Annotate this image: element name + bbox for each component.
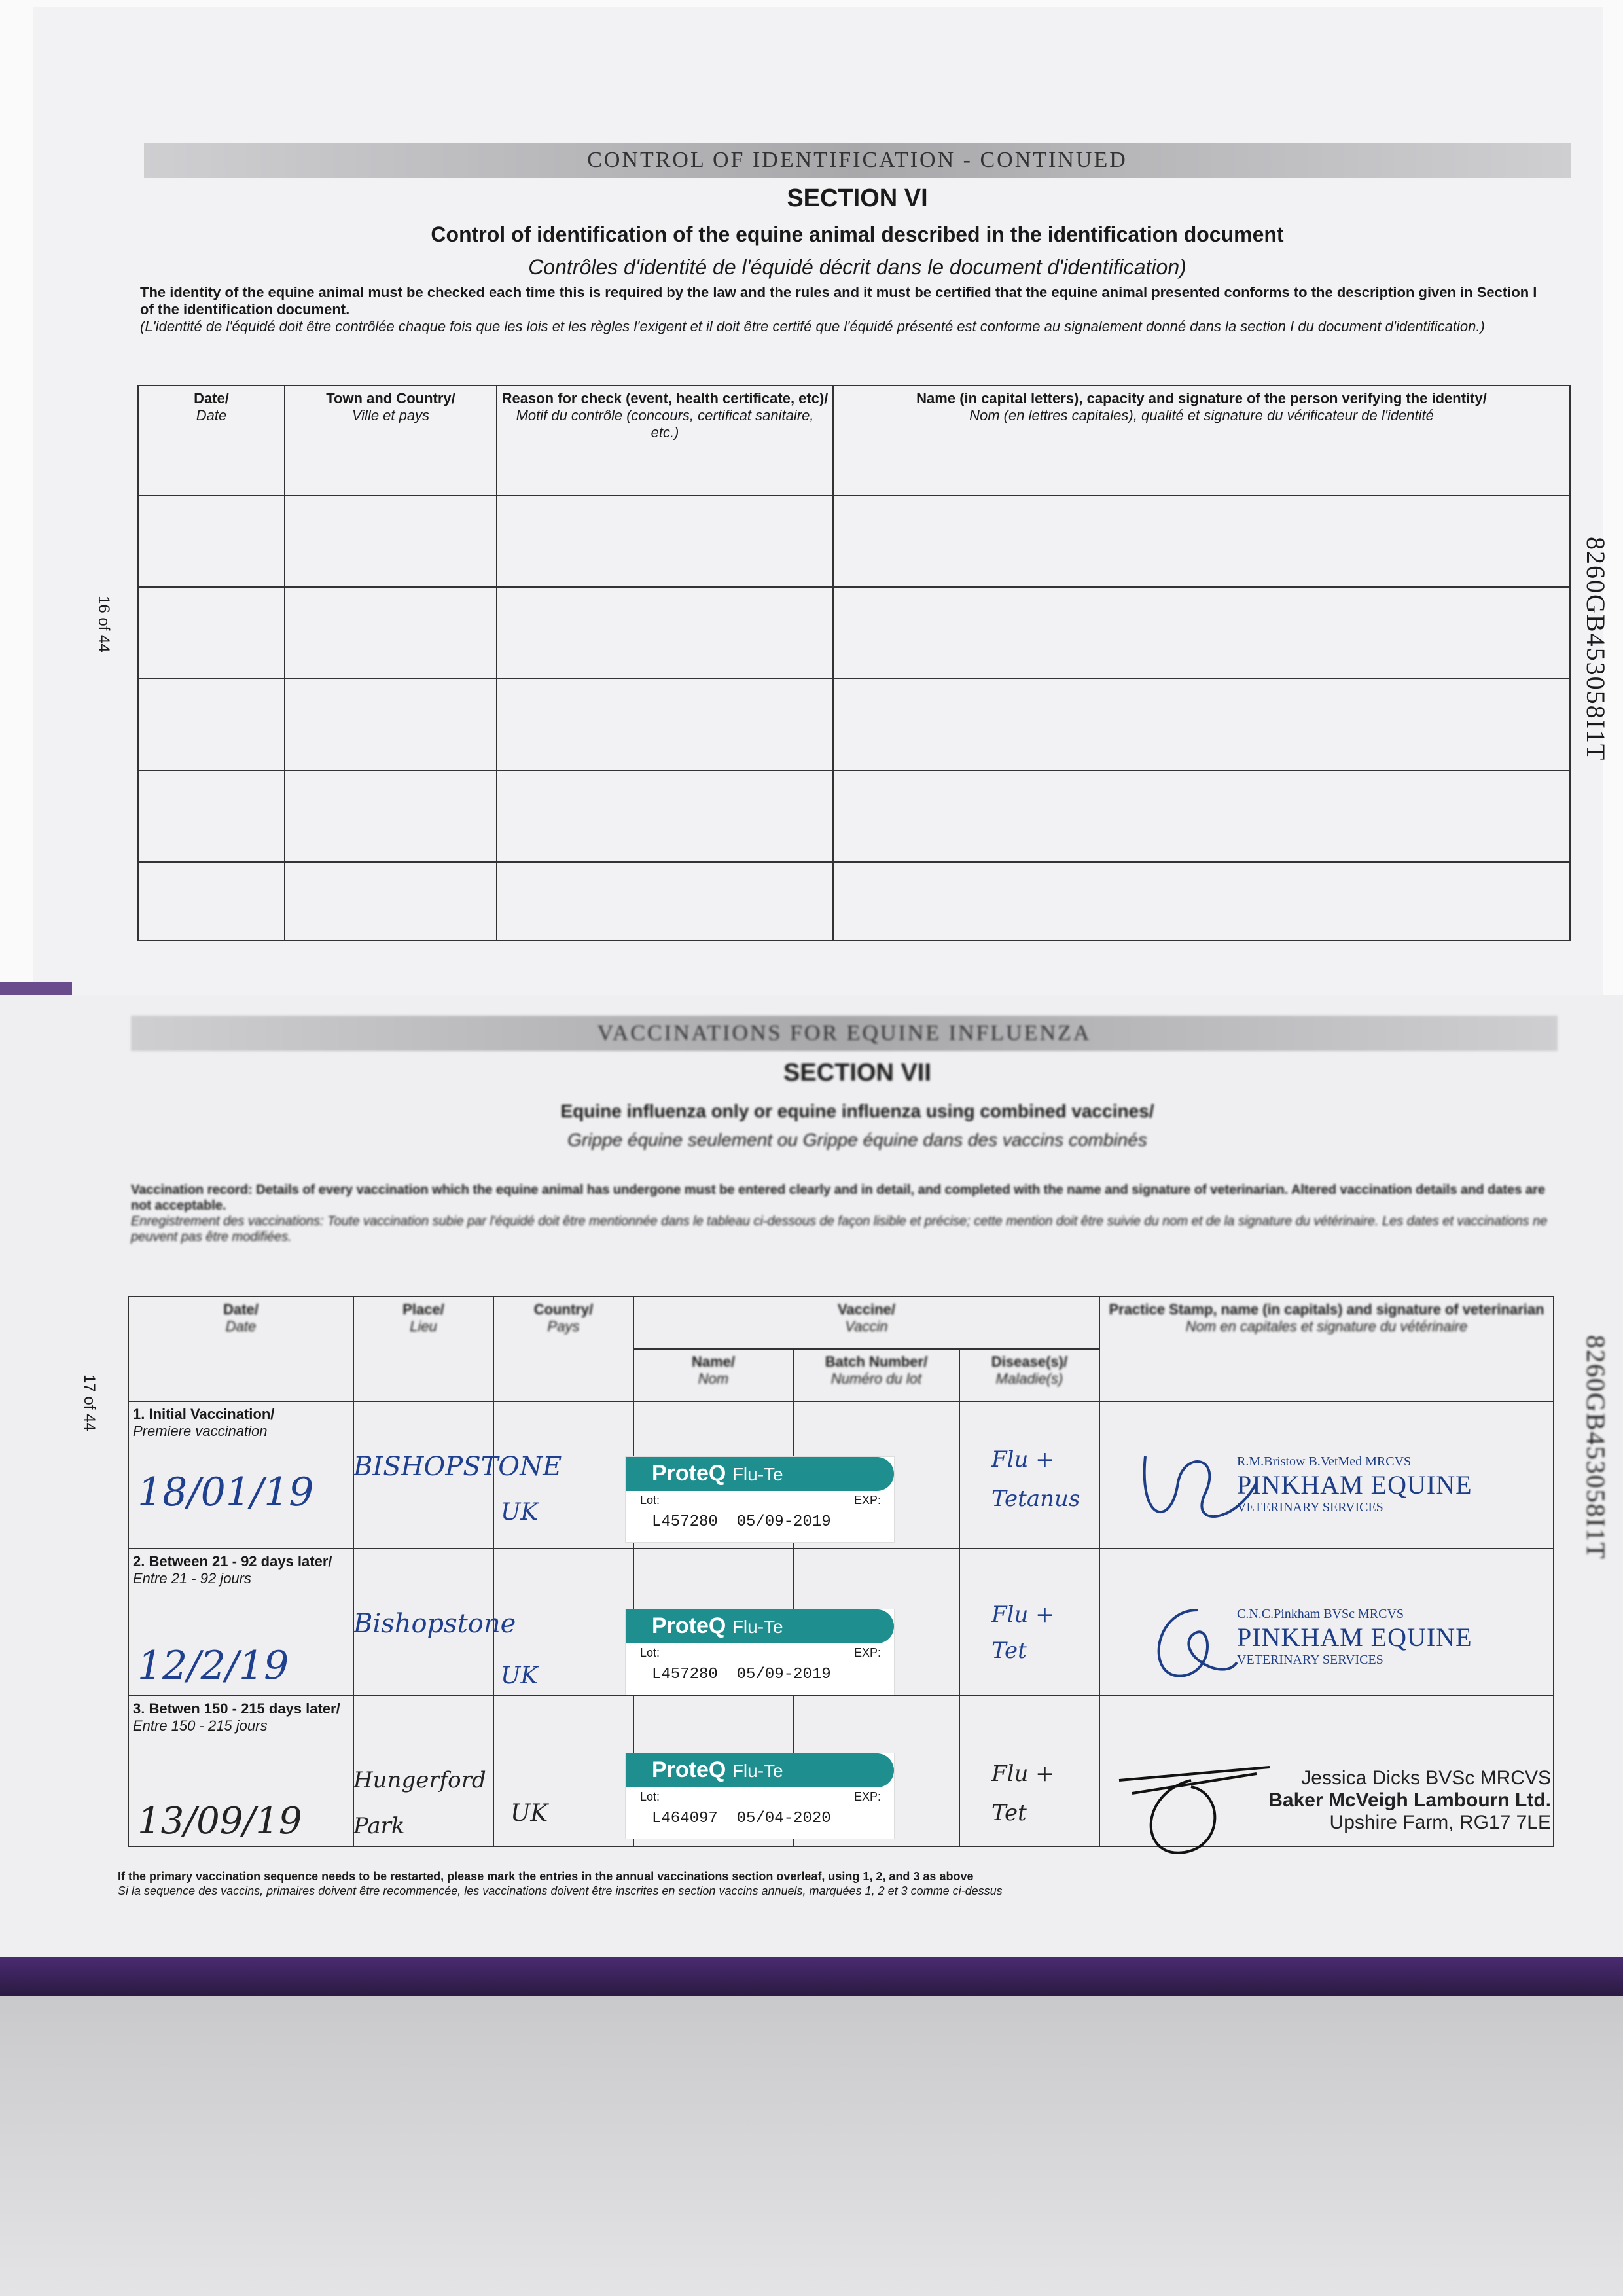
col-name-header: Name/ Nom [633,1349,793,1401]
col-country-header: Country/ Pays [493,1297,633,1401]
row-3-disease: Flu + Tet [991,1761,1054,1826]
row-3-country: UK [510,1800,548,1827]
table-row [138,679,1570,770]
col-name-header: Name (in capital letters), capacity and signature of the person verifying the identity/ Nom (en lettres capitales), qualité et signature du vérificateur de l'identité [833,386,1570,495]
section-vi-subtitle-en: Control of identification of the equine animal described in the identification document [431,223,1284,246]
col-date-header: Date/ Date [128,1297,353,1401]
row-2-stamp: C.N.C.Pinkham BVSc MRCVS PINKHAM EQUINE VETERINARY SERVICES [1237,1607,1472,1667]
row-1-label: 1. Initial Vaccination/ Premiere vaccination [128,1401,353,1549]
row-2-country: UK [501,1662,539,1689]
vaccine-sticker-3: ProteQ Flu-Te Lot: EXP: L464097 05/04-2020 [625,1753,895,1839]
row-1-country: UK [501,1499,539,1526]
row-3-expiry: 05/04-2020 [736,1810,831,1827]
section-vii-subtitle-en: Equine influenza only or equine influenza using combined vaccines/ [560,1101,1154,1121]
row-2-disease: Flu + Tet [991,1602,1054,1664]
col-reason-header: Reason for check (event, health certificate, etc)/ Motif du contrôle (concours, certificat sanitaire, etc.) [497,386,833,495]
row-1-date: 18/01/19 [137,1469,314,1515]
section-vii-banner: VACCINATIONS FOR EQUINE INFLUENZA [131,1016,1558,1051]
serial-number-bottom: 8260GB453058I1T [1581,1335,1611,1560]
table-row [138,862,1570,941]
table-row [138,770,1570,862]
col-practice-header: Practice Stamp, name (in capitals) and signature of veterinarian Nom en capitales et signature du vétérinaire [1099,1297,1554,1401]
row-1-place: BISHOPSTONE [353,1452,562,1482]
col-vaccine-header: Vaccine/ Vaccin [633,1297,1099,1349]
intro-en: The identity of the equine animal must be checked each time this is required by the law and the rules and it must be certified that the equine animal presented conforms to the description given in Section I of the identification document. [140,284,1537,317]
row-2-label: 2. Between 21 - 92 days later/ Entre 21 - 92 jours [128,1549,353,1696]
vaccine-sticker-2: ProteQ Flu-Te Lot: EXP: L457280 05/09-2019 [625,1609,895,1695]
table-row [138,587,1570,679]
col-disease-header: Disease(s)/ Maladie(s) [959,1349,1099,1401]
row-3-lot: L464097 [652,1810,718,1827]
page-number-17: 17 of 44 [80,1374,98,1431]
row-2-expiry: 05/09-2019 [736,1666,831,1683]
section-vi-title: SECTION VI [787,185,928,212]
row-1-stamp: R.M.Bristow B.VetMed MRCVS PINKHAM EQUINE VETERINARY SERVICES [1237,1454,1472,1515]
section-vii-subtitle-fr: Grippe équine seulement ou Grippe équine dans des vaccins combinés [567,1130,1147,1150]
row-1-disease: Flu + Tetanus [991,1446,1080,1512]
row-3-stamp: Jessica Dicks BVSc MRCVS Baker McVeigh Lambourn Ltd. Upshire Farm, RG17 7LE [1268,1767,1551,1833]
page-number-16: 16 of 44 [95,596,113,653]
vaccination-header-row-1 [128,1297,1554,1349]
row-3-place: Hungerford Park [353,1767,486,1839]
vaccine-sticker-1: ProteQ Flu-Te Lot: EXP: L457280 05/09-2019 [625,1456,895,1543]
section-vii-title: SECTION VII [783,1059,931,1086]
row-2-date: 12/2/19 [137,1643,289,1689]
section-vii-intro [131,1182,1558,1245]
vaccination-footnote [118,1869,1361,1898]
serial-number-top: 8260GB453058I1T [1581,537,1611,762]
section-vi-banner: CONTROL OF IDENTIFICATION - CONTINUED [144,143,1571,178]
footnote-fr: Si la sequence des vaccins, primaires doivent être recommencée, les vaccinations doivent être inscrites en section vaccins annuels, marquées 1, 2 et 3 comme ci-dessus [118,1884,1003,1897]
row-2-place: Bishopstone [353,1609,516,1639]
row-2-lot: L457280 [652,1666,718,1683]
section-vi-intro [140,284,1554,335]
scanner-background [0,1996,1623,2296]
row-1-expiry: 05/09-2019 [736,1513,831,1531]
identification-control-table [137,385,1571,941]
row-3-label: 3. Betwen 150 - 215 days later/ Entre 150 - 215 jours [128,1696,353,1846]
table-row [138,495,1570,587]
vaccination-intro-en: Vaccination record: Details of every vaccination which the equine animal has undergone must be entered clearly and in detail, and completed with the name and signature of veterinarian. Altered vaccination details and dates are not acceptable. [131,1183,1545,1213]
row-2-signature [1139,1597,1243,1695]
col-town-header: Town and Country/ Ville et pays [285,386,497,495]
col-date-header: Date/ Date [138,386,285,495]
row-3-date: 13/09/19 [137,1800,302,1842]
vaccination-intro-fr: Enregistrement des vaccinations: Toute vaccination subie par l'équidé doit être mentionnée dans le tableau ci-dessous de façon lisible et précise; cette mention doit être suivie du nom et de la signature du vétérinaire. Les dates et vaccinations ne peuvent pas être modifiées. [131,1214,1548,1244]
col-place-header: Place/ Lieu [353,1297,493,1401]
intro-fr: (L'identité de l'équidé doit être contrôlée chaque fois que les lois et les règles l'exigent et il doit être certifé que l'équidé présenté est conforme au signalement donné dans la section I du document d'identification.) [140,318,1485,334]
col-batch-header: Batch Number/ Numéro du lot [793,1349,959,1401]
table-header-row [138,386,1570,495]
footnote-en: If the primary vaccination sequence needs to be restarted, please mark the entries in the annual vaccinations section overleaf, using 1, 2, and 3 as above [118,1870,974,1883]
section-vi-subtitle-fr: Contrôles d'identité de l'équidé décrit dans le document d'identification) [528,255,1186,279]
row-1-lot: L457280 [652,1513,718,1531]
